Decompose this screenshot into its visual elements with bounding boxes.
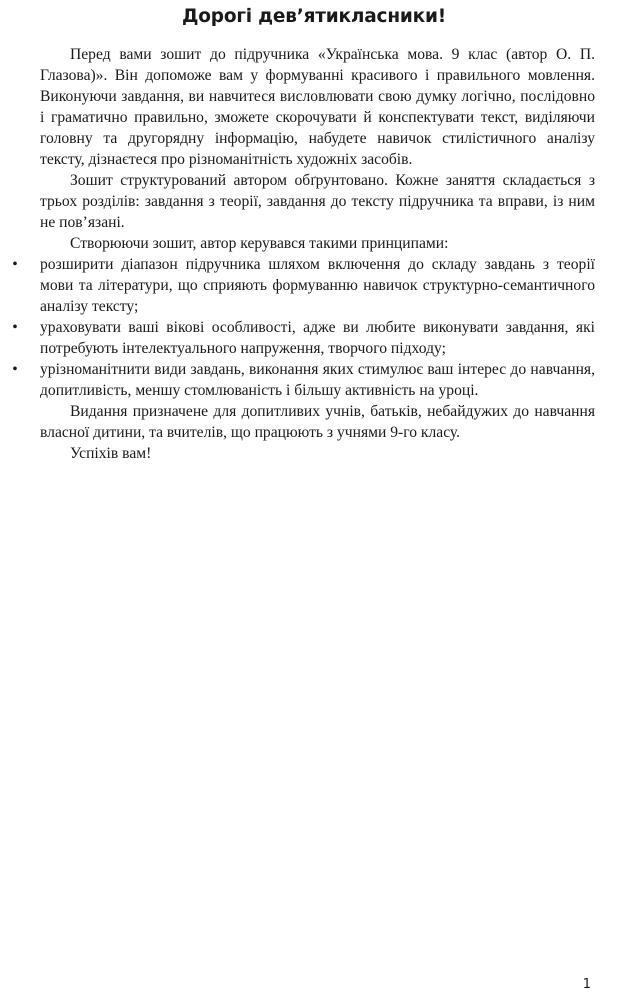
list-item [12,359,595,401]
principles-intro-paragraph: Створюючи зошит, автор керувався такими принципами: [70,235,449,252]
closing-paragraph: Успіхів вам! [70,445,152,462]
list-item-text: урізноманітнити види завдань, виконання яких стимулює ваш інтерес до навчання, допитливість, меншу стомлюваність і більшу активність на уроці. [40,361,595,399]
list-item-text: розширити діапазон підручника шляхом включення до складу завдань з теорії мови та літератури, що сприяють формуванню навичок структурно-семантичного аналізу тексту; [40,256,595,315]
principles-list [12,254,595,401]
bullet-icon: • [12,361,18,378]
list-item [12,317,595,359]
page-title: Дорогі дев’ятикласники! [181,6,447,27]
page-number: 1 [582,977,591,992]
structure-paragraph: Зошит структурований автором обґрунтовано. Кожне заняття складається з трьох розділів: завдання з теорії, завдання до тексту підручника та вправи, із ним не пов’язані. [40,172,595,231]
intro-paragraph: Перед вами зошит до підручника «Українська мова. 9 клас (автор О. П. Глазова)». Він допоможе вам у формуванні красивого і правильного мовлення. Виконуючи завдання, ви навчитеся висловлювати свою думку логічно, послідовно і граматично правильно, зможете скорочувати й конспектувати текст, виділяючи головну та другорядну інформацію, набудете навичок стилістичного аналізу тексту, дізнаєтеся про різноманітність художніх засобів. [40,46,595,168]
bullet-icon: • [12,256,18,273]
bullet-icon: • [12,319,18,336]
body-text [12,44,595,464]
list-item-text: ураховувати ваші вікові особливості, адже ви любите виконувати завдання, які потребують інтелектуального напруження, творчого підходу; [40,319,595,357]
list-item [12,254,595,317]
audience-paragraph: Видання призначене для допитливих учнів, батьків, небайдужих до навчання власної дитини, та вчителів, що працюють з учнями 9-го класу. [40,403,595,441]
